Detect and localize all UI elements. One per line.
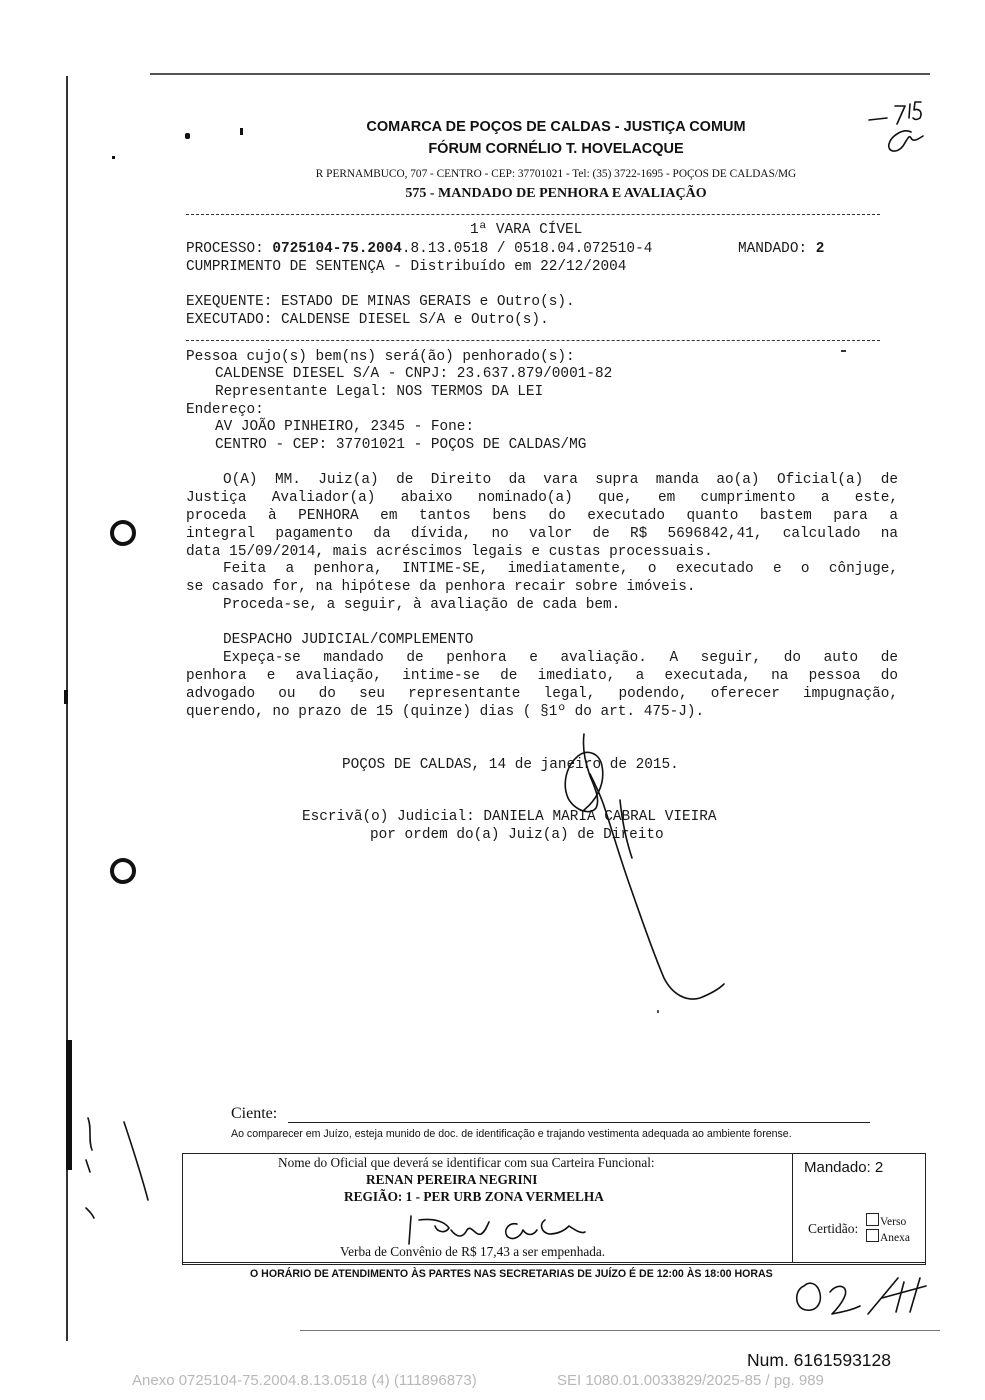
scan-left-smudge xyxy=(66,1040,72,1170)
ordem-line: por ordem do(a) Juiz(a) de Direito xyxy=(370,827,664,843)
verba-line: Verba de Convênio de R$ 17,43 a ser empenhada. xyxy=(340,1244,606,1259)
document-type: 575 - MANDADO DE PENHORA E AVALIAÇÃO xyxy=(405,186,707,201)
left-margin-marks xyxy=(82,1110,162,1220)
processo-line: PROCESSO: 0725104-75.2004.8.13.0518 / 0518.04.072510-4 xyxy=(186,241,653,257)
scan-left-mark xyxy=(64,690,68,704)
mandado-box-label: Mandado: 2 xyxy=(804,1159,884,1176)
despacho-line2: penhora e avaliação, intime-se de imediato, a executada, na pessoa do xyxy=(186,668,898,684)
official-box-divider xyxy=(792,1153,793,1263)
pessoa-addr2: CENTRO - CEP: 37701021 - POÇOS DE CALDAS/MG xyxy=(215,437,587,453)
endereco-label: Endereço: xyxy=(186,402,264,418)
processo-number: 0725104-75.2004 xyxy=(272,241,402,257)
footer-anexo: Anexo 0725104-75.2004.8.13.0518 (4) (111896873) xyxy=(132,1372,477,1389)
official-region: REGIÃO: 1 - PER URB ZONA VERMELHA xyxy=(344,1189,604,1204)
executado-line: EXECUTADO: CALDENSE DIESEL S/A e Outro(s). xyxy=(186,312,549,328)
dashed-divider-2 xyxy=(186,340,880,341)
scan-top-edge xyxy=(150,73,930,75)
ciente-signature-line xyxy=(288,1122,870,1123)
court-name: COMARCA DE POÇOS DE CALDAS - JUSTIÇA COMUM xyxy=(366,119,746,135)
footer-sei: SEI 1080.01.0033829/2025-85 / pg. 989 xyxy=(557,1372,824,1389)
punch-hole-lower xyxy=(110,858,136,884)
body-p3: Proceda-se, a seguir, à avaliação de cada bem. xyxy=(223,597,621,613)
punch-hole-upper xyxy=(110,520,136,546)
scan-dot xyxy=(657,1010,659,1013)
certidao-label: Certidão: xyxy=(808,1221,859,1236)
pessoa-addr1: AV JOÃO PINHEIRO, 2345 - Fone: xyxy=(215,419,475,435)
escriva-line: Escrivã(o) Judicial: DANIELA MARIA CABRAL VIEIRA xyxy=(302,809,717,825)
ciente-note: Ao comparecer em Juízo, esteja munido de doc. de identificação e trajando vestimenta adequada ao ambiente forense. xyxy=(231,1128,792,1140)
document-number: Num. 6161593128 xyxy=(747,1350,891,1370)
exequente-line: EXEQUENTE: ESTADO DE MINAS GERAIS e Outro(s). xyxy=(186,294,575,310)
pessoa-name: CALDENSE DIESEL S/A - CNPJ: 23.637.879/0001-82 xyxy=(215,366,613,382)
pessoa-rep: Representante Legal: NOS TERMOS DA LEI xyxy=(215,384,544,400)
certidao-anexa: Anexa xyxy=(866,1229,910,1244)
body-p1-line4: integral pagamento da dívida, no valor de R$ 5696842,41, calculado na xyxy=(186,526,898,542)
body-p2-line2: se casado for, na hipótese da penhora recair sobre imóveis. xyxy=(186,579,696,595)
official-name: RENAN PEREIRA NEGRINI xyxy=(366,1172,538,1187)
ciente-label: Ciente: xyxy=(231,1105,278,1122)
horario-notice: O HORÁRIO DE ATENDIMENTO ÀS PARTES NAS SECRETARIAS DE JUÍZO É DE 12:00 ÀS 18:00 HORAS xyxy=(250,1268,773,1280)
mandado-line: MANDADO: 2 xyxy=(738,241,825,257)
date-line: POÇOS DE CALDAS, 14 de janeiro de 2015. xyxy=(342,757,679,773)
judge-signature xyxy=(560,730,740,1010)
body-p2-line1: Feita a penhora, INTIME-SE, imediatamente, o executado e o cônjuge, xyxy=(223,561,898,577)
scan-tick xyxy=(841,350,846,352)
official-box-bottom xyxy=(182,1262,926,1263)
despacho-line3: advogado ou do seu representante legal, podendo, oferecer impugnação, xyxy=(186,686,898,702)
body-p1-line2: Justiça Avaliador(a) abaixo nominado(a) que, em cumprimento a este, xyxy=(186,490,898,506)
despacho-heading: DESPACHO JUDICIAL/COMPLEMENTO xyxy=(223,632,474,648)
court-address: R PERNAMBUCO, 707 - CENTRO - CEP: 37701021 - Tel: (35) 3722-1695 - POÇOS DE CALDAS/MG xyxy=(315,168,797,180)
anexa-checkbox[interactable] xyxy=(866,1229,879,1242)
verso-checkbox[interactable] xyxy=(866,1213,879,1226)
official-signature xyxy=(405,1212,595,1248)
despacho-line4: querendo, no prazo de 15 (quinze) dias ( §1º do art. 475-J). xyxy=(186,704,705,720)
cumprimento-line: CUMPRIMENTO DE SENTENÇA - Distribuído em 22/12/2004 xyxy=(186,259,627,275)
vara: 1ª VARA CÍVEL xyxy=(470,222,583,238)
body-p1-line5: data 15/09/2014, mais acréscimos legais e custas processuais. xyxy=(186,544,713,560)
official-prompt: Nome do Oficial que deverá se identificar com sua Carteira Funcional: xyxy=(278,1155,655,1170)
dashed-divider-1 xyxy=(186,214,880,215)
handwritten-page-number-bottom xyxy=(790,1272,940,1322)
body-p1-line3: proceda à PENHORA em tantos bens do executado quanto bastem para a xyxy=(186,508,898,524)
body-p1-line1: O(A) MM. Juiz(a) de Direito da vara supra manda ao(a) Oficial(a) de xyxy=(223,472,898,488)
certidao-verso: Verso xyxy=(866,1213,906,1228)
handwritten-page-number-top xyxy=(865,98,935,164)
scan-bottom-edge xyxy=(300,1330,940,1331)
pessoa-heading: Pessoa cujo(s) bem(ns) será(ão) penhorado(s): xyxy=(186,349,575,365)
forum-name: FÓRUM CORNÉLIO T. HOVELACQUE xyxy=(428,141,684,157)
despacho-line1: Expeça-se mandado de penhora e avaliação. A seguir, do auto de xyxy=(223,650,898,666)
